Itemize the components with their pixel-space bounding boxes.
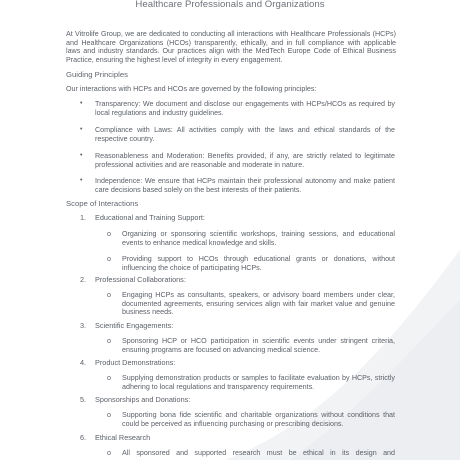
guiding-principles-lead: Our interactions with HCPs and HCOs are governed by the following principles: [66,85,317,93]
principle-compliance: Compliance with Laws: All activities comply with the laws and ethical standards of the respective country. [95,126,395,143]
scientific-item-1: Sponsoring HCP or HCO participation in scientific events under stringent criteria, ensuring programs are focused on advancing medical science. [122,337,395,354]
intro-paragraph: At Vitrolife Group, we are dedicated to conducting all interactions with Healthcare Professionals (HCPs) and Healthcare Organizations (HCOs) transparently, ethically, and in full compliance with applicable laws and industry standards. Our practices align with the MedTech Europe Code of Ethical Business Practice, ensuring the highest level of integrity in every engagement. [66,30,396,65]
sponsorships-item-1: Supporting bona fide scientific and charitable organizations without conditions that could be perceived as influencing purchasing or prescribing decisions. [122,411,395,428]
section-number: 6. [80,433,87,442]
scope-heading: Scope of Interactions [66,199,139,208]
section-number: 3. [80,321,87,330]
bullet-icon: • [80,177,83,184]
bullet-icon: • [80,100,83,107]
sub-bullet-icon: o [107,410,111,419]
section-number: 4. [80,358,87,367]
section-title-product: Product Demonstrations: [95,358,176,367]
page-title: Healthcare Professionals and Organizations [135,0,325,10]
section-number: 2. [80,275,87,284]
sub-bullet-icon: o [107,336,111,345]
section-title-educational: Educational and Training Support: [95,213,205,222]
section-title-sponsorships: Sponsorships and Donations: [95,395,191,404]
product-item-1: Supplying demonstration products or samples to facilitate evaluation by HCPs, strictly adhering to local regulations and transparency requirements. [122,374,395,391]
educational-item-2: Providing support to HCOs through educational grants or donations, without influencing the choice of participating HCPs. [122,255,395,272]
section-number: 5. [80,395,87,404]
principle-transparency: Transparency: We document and disclose our engagements with HCPs/HCOs as required by local regulations and industry guidelines. [95,100,395,117]
sub-bullet-icon: o [107,229,111,238]
bullet-icon: • [80,126,83,133]
section-title-scientific: Scientific Engagements: [95,321,174,330]
section-title-ethical-research: Ethical Research [95,433,151,442]
guiding-principles-heading: Guiding Principles [66,70,128,79]
sub-bullet-icon: o [107,448,111,457]
sub-bullet-icon: o [107,290,111,299]
educational-item-1: Organizing or sponsoring scientific workshops, training sessions, and educational events to enhance medical knowledge and skills. [122,230,395,247]
bullet-icon: • [80,152,83,159]
professional-item-1: Engaging HCPs as consultants, speakers, or advisory board members under clear, documented agreements, ensuring services align with fair market value and genuine business needs. [122,291,395,317]
principle-reasonableness: Reasonableness and Moderation: Benefits provided, if any, are strictly related to legitimate professional activities and are reasonable and moderate in nature. [95,152,395,169]
principle-independence: Independence: We ensure that HCPs maintain their professional autonomy and make patient care decisions based solely on the best interests of their patients. [95,177,395,194]
ethical-research-item-1: All sponsored and supported research must be ethical in its design and [122,449,395,457]
section-title-professional: Professional Collaborations: [95,275,186,284]
sub-bullet-icon: o [107,254,111,263]
sub-bullet-icon: o [107,373,111,382]
section-number: 1. [80,213,87,222]
